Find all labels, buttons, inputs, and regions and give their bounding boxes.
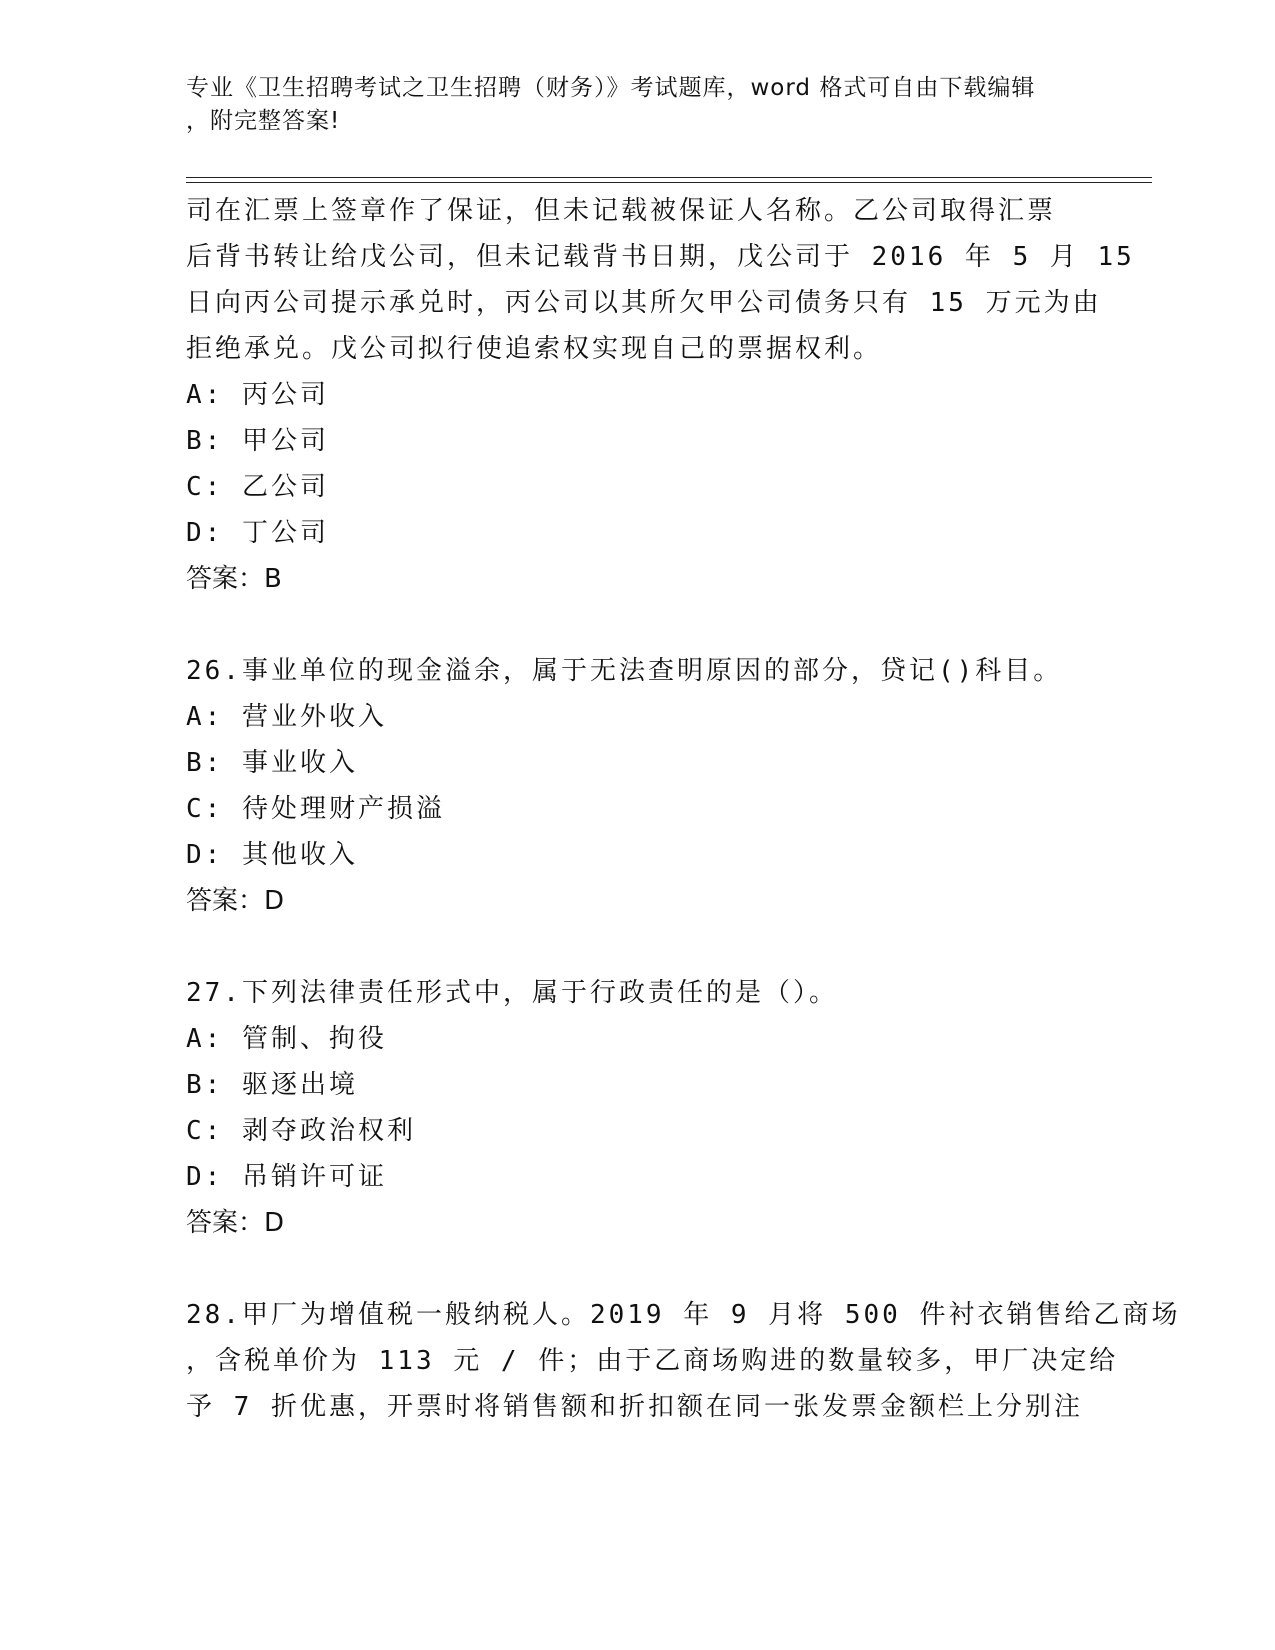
question-text: 27.下列法律责任形式中，属于行政责任的是（）。 xyxy=(186,978,838,1008)
question-25 xyxy=(186,188,1135,602)
option-a: A: 营业外收入 xyxy=(186,702,387,732)
question-27 xyxy=(186,970,1086,1246)
header-title-line-1: 专业《卫生招聘考试之卫生招聘（财务）》考试题库，word 格式可自由下载编辑 xyxy=(186,75,1036,101)
answer-label: 答案：B xyxy=(186,564,282,594)
option-d: D: 其他收入 xyxy=(186,840,358,870)
question-list xyxy=(186,188,1181,1430)
question-text-line: 司在汇票上签章作了保证，但未记载被保证人名称。乙公司取得汇票 xyxy=(186,196,1057,226)
question-26 xyxy=(186,648,1086,924)
question-text-line: ，含税单价为 113 元 / 件；由于乙商场购进的数量较多，甲厂决定给 xyxy=(186,1346,1119,1376)
answer-label: 答案：D xyxy=(186,886,285,916)
question-text-line: 予 7 折优惠，开票时将销售额和折扣额在同一张发票金额栏上分别注 xyxy=(186,1392,1083,1422)
spacer xyxy=(186,602,1086,648)
document-header xyxy=(186,72,1066,138)
question-text-line: 拒绝承兑。戊公司拟行使追索权实现自己的票据权利。 xyxy=(186,334,883,364)
spacer xyxy=(186,1246,1086,1292)
option-d: D: 吊销许可证 xyxy=(186,1162,387,1192)
option-c: C: 乙公司 xyxy=(186,472,329,502)
option-c: C: 待处理财产损溢 xyxy=(186,794,445,824)
question-text: 26.事业单位的现金溢余，属于无法查明原因的部分，贷记()科目。 xyxy=(186,656,1063,686)
option-a: A: 管制、拘役 xyxy=(186,1024,387,1054)
option-c: C: 剥夺政治权利 xyxy=(186,1116,416,1146)
option-b: B: 甲公司 xyxy=(186,426,329,456)
spacer xyxy=(186,924,1086,970)
answer-label: 答案：D xyxy=(186,1208,285,1238)
question-text-line: 28.甲厂为增值税一般纳税人。2019 年 9 月将 500 件衬衣销售给乙商场 xyxy=(186,1300,1181,1330)
question-text-line: 日向丙公司提示承兑时，丙公司以其所欠甲公司债务只有 15 万元为由 xyxy=(186,288,1102,318)
header-divider-top xyxy=(186,177,1152,178)
option-b: B: 事业收入 xyxy=(186,748,358,778)
option-d: D: 丁公司 xyxy=(186,518,329,548)
header-divider-bottom xyxy=(186,182,1152,183)
option-a: A: 丙公司 xyxy=(186,380,329,410)
question-28 xyxy=(186,1292,1181,1430)
question-text-line: 后背书转让给戊公司，但未记载背书日期，戊公司于 2016 年 5 月 15 xyxy=(186,242,1135,272)
header-title-line-2: ，附完整答案! xyxy=(186,108,341,134)
option-b: B: 驱逐出境 xyxy=(186,1070,358,1100)
